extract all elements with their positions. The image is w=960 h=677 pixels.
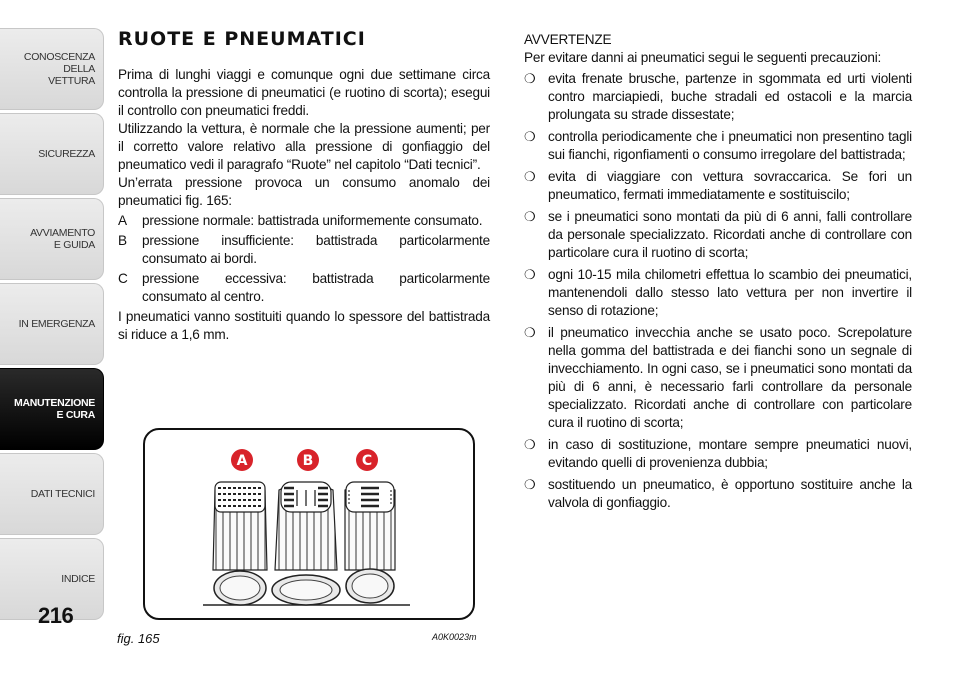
tire-b <box>272 449 340 605</box>
list-item <box>118 212 490 230</box>
label-b: B <box>302 453 314 469</box>
item-letter: A <box>118 213 127 228</box>
item-text: pressione insufficiente: battistrada particolarmente consumato ai bordi. <box>142 233 490 266</box>
tab-conoscenza-vettura[interactable]: CONOSCENZA DELLA VETTURA <box>0 28 104 110</box>
tab-avviamento-guida[interactable]: AVVIAMENTO E GUIDA <box>0 198 104 280</box>
tire-c <box>345 449 395 603</box>
item-letter: C <box>118 271 128 286</box>
tire-wear-figure <box>143 428 475 620</box>
list-item <box>524 128 912 164</box>
list-item <box>524 70 912 124</box>
list-item <box>524 168 912 204</box>
bullet-text: evita di viaggiare con vettura sovraccarica. Se fori un pneumatico, fermati immediatamente e sostituiscilo; <box>548 169 912 202</box>
right-column <box>524 31 912 516</box>
tab-indice[interactable]: INDICE <box>0 538 104 620</box>
list-item <box>524 208 912 262</box>
page-title: RUOTE E PNEUMATICI <box>118 28 366 50</box>
figure-code: A0K0023m <box>432 632 477 642</box>
item-text: pressione normale: battistrada uniformemente consumato. <box>142 213 483 228</box>
paragraph: Un’errata pressione provoca un consumo anomalo dei pneumatici fig. 165: <box>118 175 490 208</box>
bullet-text: se i pneumatici sono montati da più di 6 anni, falli controllare da personale specializzato. Ricordati anche di controllare con particolare cura il ruotino di scorta; <box>548 209 912 260</box>
page-number: 216 <box>38 603 74 628</box>
bullet-icon: ❍ <box>524 437 536 452</box>
list-item <box>118 270 490 306</box>
bullet-text: il pneumatico invecchia anche se usato poco. Screpolature nella gomma del battistrada e dei fianchi sono un segnale di invecchiamento. In ogni caso, se i pneumatici sono montati da più di 6 anni, è necessario farli controllare da personale specializzato. Ricordati anche di controllare con particolare cura il ruotino di scorta; <box>548 325 912 430</box>
figure-caption: fig. 165 <box>117 631 160 646</box>
bullet-text: ogni 10-15 mila chilometri effettua lo scambio dei pneumatici, mantenendoli dallo stesso lato vettura per non invertire il senso di rotazione; <box>548 267 912 318</box>
paragraph: Prima di lunghi viaggi e comunque ogni due settimane circa controlla la pressione di pneumatici (e ruotino di scorta); esegui il controllo con pneumatici freddi. <box>118 67 490 118</box>
paragraph: Utilizzando la vettura, è normale che la pressione aumenti; per il corretto valore relativo alla pressione di gonfiaggio del pneumatico vedi il paragrafo “Ruote” nel capitolo “Dati tecnici”. <box>118 121 490 172</box>
bullet-text: controlla periodicamente che i pneumatici non presentino tagli sui fianchi, rigonfiamenti o consumo irregolare del battistrada; <box>548 129 912 162</box>
list-item <box>118 232 490 268</box>
bullet-icon: ❍ <box>524 129 536 144</box>
bullet-icon: ❍ <box>524 209 536 224</box>
bullet-icon: ❍ <box>524 169 536 184</box>
bullet-text: sostituendo un pneumatico, è opportuno sostituire anche la valvola di gonfiaggio. <box>548 477 912 510</box>
list-item <box>524 324 912 432</box>
tab-manutenzione-cura[interactable]: MANUTENZIONE E CURA <box>0 368 104 450</box>
tab-in-emergenza[interactable]: IN EMERGENZA <box>0 283 104 365</box>
bullet-text: evita frenate brusche, partenze in sgommata ed urti violenti contro marciapiedi, buche stradali ed ostacoli e la marcia prolungata su strade dissestate; <box>548 71 912 122</box>
left-column <box>118 66 490 344</box>
bullet-icon: ❍ <box>524 477 536 492</box>
warning-intro: Per evitare danni ai pneumatici segui le seguenti precauzioni: <box>524 50 882 65</box>
item-letter: B <box>118 233 127 248</box>
bullet-icon: ❍ <box>524 267 536 282</box>
list-item <box>524 476 912 512</box>
bullet-icon: ❍ <box>524 325 536 340</box>
bullet-icon: ❍ <box>524 71 536 86</box>
list-item <box>524 436 912 472</box>
bullet-text: in caso di sostituzione, montare sempre pneumatici nuovi, evitando quelli di provenienza dubbia; <box>548 437 912 470</box>
item-text: pressione eccessiva: battistrada particolarmente consumato al centro. <box>142 271 490 304</box>
tire-illustration <box>145 430 473 618</box>
label-a: A <box>236 453 248 469</box>
label-c: C <box>361 453 373 469</box>
tab-dati-tecnici[interactable]: DATI TECNICI <box>0 453 104 535</box>
tire-a <box>213 449 267 605</box>
tab-sicurezza[interactable]: SICUREZZA <box>0 113 104 195</box>
warning-heading: AVVERTENZE <box>524 32 612 47</box>
list-item <box>524 266 912 320</box>
paragraph: I pneumatici vanno sostituiti quando lo spessore del battistrada si riduce a 1,6 mm. <box>118 309 490 342</box>
chapter-tabs <box>0 28 104 623</box>
